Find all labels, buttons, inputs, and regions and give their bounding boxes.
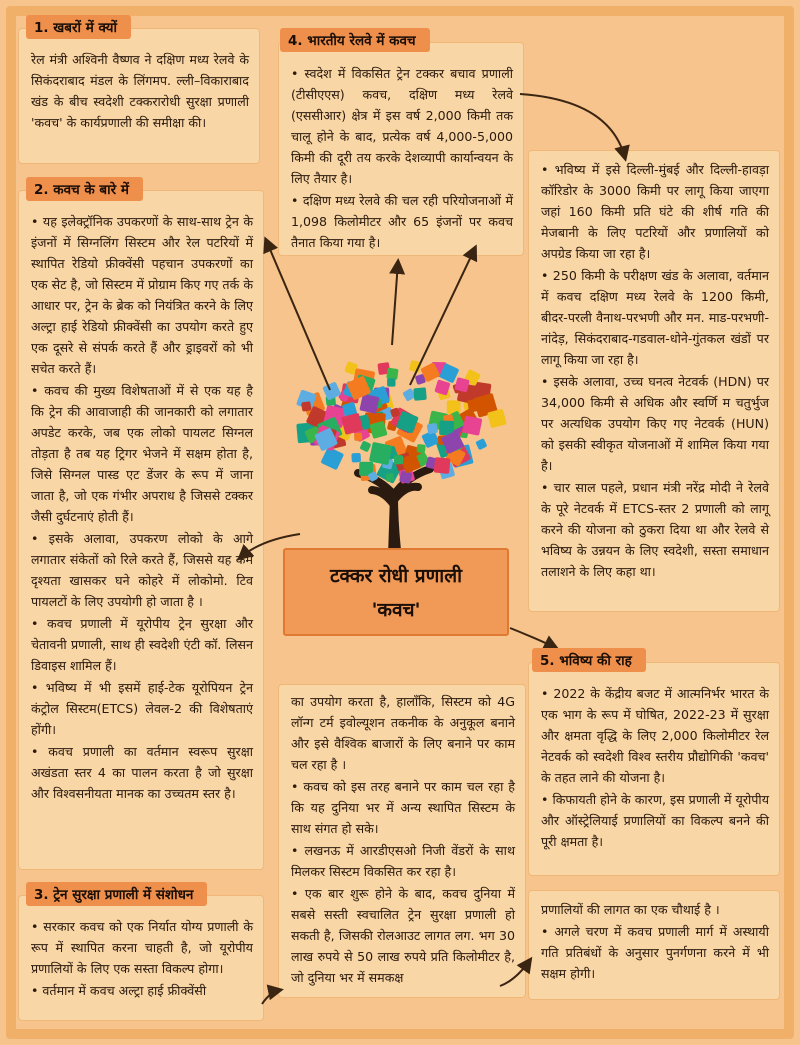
section-5-heading: 5. भविष्य की राह <box>532 648 646 672</box>
section-4-continued-para: • इसके अलावा, उच्च घनत्व नेटवर्क (HDN) पर 34,000 किमी से अधिक और स्वर्णि म चतुर्भुज पर अत्यधिक उपयोग किए गए नेटवर्क (HUN) को इसकी स्वीकृत योजनाओं में शामिल किया गया है। <box>541 374 769 473</box>
tree-illustration <box>288 345 518 560</box>
section-1-para: रेल मंत्री अश्विनी वैष्णव ने दक्षिण मध्य रेलवे के सिकंदराबाद मंडल के लिंगमप. ल्ली–विकाराबाद खंड के बीच स्वदेशी टक्करारोधी सुरक्षा प्रणाली 'कवच' के कार्यप्रणाली की समीक्षा की। <box>31 52 249 130</box>
section-4-continued-para: • चार साल पहले, प्रधान मंत्री नरेंद्र मोदी ने रेलवे के पूरे नेटवर्क में ETCS-स्तर 2 प्रणाली को लागू करने की योजना को ठुकरा दिया था और रेलवे से भविष्य के उन्नयन के लिए स्वदेशी, सस्ता समाधान तलाशने के लिए कहा था। <box>541 480 769 579</box>
section-5-para: • किफायती होने के कारण, इस प्रणाली में यूरोपीय और ऑस्ट्रेलियाई प्रणालियों का विकल्प बनने की पूरी क्षमता है। <box>541 792 769 849</box>
section-3-continued-box <box>278 684 526 998</box>
tree-leaf-tile <box>434 457 451 474</box>
tree-leaf-tile <box>409 360 422 373</box>
section-1-heading: 1. खबरों में क्यों <box>26 15 131 39</box>
section-3-continued-para: का उपयोग करता है, हालाँकि, सिस्टम को 4G लॉन्ग टर्म इवोल्यूशन तकनीक के अनुकूल बनाने और इसे वैश्विक बाजारों के लिए बनाने पर काम चल रहा है । <box>291 694 515 772</box>
tree-leaf-tile <box>447 400 461 414</box>
section-2-para: • यह इलेक्ट्रॉनिक उपकरणों के साथ-साथ ट्रेन के इंजनों में सिग्नलिंग सिस्टम और रेल पटरियों में स्थापित रेडियो फ्रीक्वेंसी पहचान उपकरणों का एक सेट है, जो सिस्टम में प्रोग्राम किए गए तर्क के आधार पर, ट्रेन के ब्रेक को नियंत्रित करने के लिए अल्ट्रा हाई रेडियो फ्रीक्वेंसी का उपयोग करते हुए एक दूसरे से संपर्क करते हैं और ड्राइवरों को भी सचेत करते हैं। <box>31 214 253 376</box>
section-5-para: • 2022 के केंद्रीय बजट में आत्मनिर्भर भारत के एक भाग के रूप में घोषित, 2022-23 में सुरक्षा और क्षमता वृद्धि के लिए 2,000 किलोमीटर रेल नेटवर्क को स्वदेशी विश्व स्तरीय प्रौद्योगिकी 'कवच' के तहत लाने की योजना है। <box>541 686 769 785</box>
center-title <box>283 548 509 636</box>
tree-leaf-tile <box>359 394 379 414</box>
tree-leaf-tile <box>462 415 482 435</box>
section-2-heading: 2. कवच के बारे में <box>26 177 143 201</box>
tree-leaf-tile <box>386 368 398 380</box>
tree-leaf-tile <box>301 401 311 411</box>
center-title-line-1: टक्कर रोधी प्रणाली <box>329 565 463 587</box>
section-3-para: • वर्तमान में कवच अल्ट्रा हाई फ्रीक्वेंसी <box>31 983 207 998</box>
section-2-box <box>18 190 264 870</box>
section-4-continued-para: • 250 किमी के परीक्षण खंड के अलावा, वर्तमान में कवच दक्षिण मध्य रेलवे के 1200 किमी, बीदर-परली वैनाथ-परभणी और मन. माड-परभणी-नांदेड़, सिकंदराबाद-गडवाल-धोने-गुंतकल खंडों पर लागू किया जा रहा है। <box>541 268 769 367</box>
section-4-continued-box <box>528 150 780 612</box>
tree-leaf-tile <box>354 433 362 441</box>
section-4-box <box>278 42 524 256</box>
tree-leaf-tile <box>385 473 394 482</box>
section-5-continued-box <box>528 890 780 1000</box>
section-4-heading: 4. भारतीय रेलवे में कवच <box>280 28 430 52</box>
tree-leaf-tile <box>387 378 395 386</box>
tree-leaf-tile <box>394 455 403 464</box>
section-3-heading: 3. ट्रेन सुरक्षा प्रणाली में संशोधन <box>26 882 207 906</box>
tree-leaf-tile <box>475 438 487 450</box>
section-5-continued-para: • अगले चरण में कवच प्रणाली मार्ग में अस्थायी गति प्रतिबंधों के अनुसार पुनर्गणना करने में भी सक्षम होगी। <box>541 924 769 981</box>
section-4-continued-para: • भविष्य में इसे दिल्ली-मुंबई और दिल्ली-हावड़ा कॉरिडोर के 3000 किमी पर लागू किया जाएगा जहां 160 किमी प्रति घंटे की शीर्ष गति की मेजबानी के लिए पटरियों और प्रणालियों को अपग्रेड किया जा रहा है। <box>541 162 769 261</box>
section-3-continued-para: • एक बार शुरू होने के बाद, कवच दुनिया में सबसे सस्ती स्वचालित ट्रेन सुरक्षा प्रणाली हो सकती है, जिसकी रोलआउट लागत लग. भग 30 लाख रुपये से 50 लाख रुपये प्रति किलोमीटर है, जो दुनिया भर में समकक्ष <box>291 886 515 985</box>
section-2-para: • कवच प्रणाली का वर्तमान स्वरूप सुरक्षा अखंडता स्तर 4 का पालन करता है जो सुरक्षा और विश्वसनीयता मानक का उच्चतम स्तर है। <box>31 744 253 801</box>
section-3-continued-para: • लखनऊ में आरडीएसओ निजी वेंडरों के साथ मिलकर सिस्टम विकसित कर रहा है। <box>291 843 515 879</box>
section-1-box <box>18 28 260 164</box>
section-3-para: • सरकार कवच को एक निर्यात योग्य प्रणाली के रूप में स्थापित करना चाहती है, जो यूरोपीय प्रणालियों के लिए एक सस्ता विकल्प होगा। <box>31 919 253 976</box>
section-2-para: • कवच प्रणाली में यूरोपीय ट्रेन सुरक्षा और चेतावनी प्रणाली, साथ ही स्वदेशी एंटी कॉ. लिसन डिवाइस शामिल हैं। <box>31 616 253 673</box>
section-5-continued-para: प्रणालियों की लागत का एक चौथाई है । <box>541 902 720 917</box>
section-4-para: • दक्षिण मध्य रेलवे की चल रही परियोजनाओं में 1,098 किलोमीटर और 65 इंजनों पर कवच तैनात किया गया है। <box>291 193 513 250</box>
tree-leaf-tile <box>322 381 341 400</box>
section-3-continued-para: • कवच को इस तरह बनाने पर काम चल रहा है कि यह दुनिया भर में अन्य स्थापित सिस्टम के साथ संगत हो सके। <box>291 779 515 836</box>
section-3-box <box>18 895 264 1021</box>
tree-leaf-tile <box>359 440 371 452</box>
tree-leaf-tile <box>369 442 392 465</box>
tree-leaf-tile <box>427 423 439 435</box>
tree-leaf-tile <box>351 453 361 463</box>
section-4-para: • स्वदेश में विकसित ट्रेन टक्कर बचाव प्रणाली (टीसीएएस) कवच, दक्षिण मध्य रेलवे (एससीआर) क्षेत्र में इस वर्ष 2,000 किमी तक चालू होने के बाद, प्रत्येक वर्ष 4,000-5,000 किमी की दूरी तय करके देशव्यापी कार्यान्वयन के लिए तैयार है। <box>291 66 513 186</box>
center-title-line-2: 'कवच' <box>371 599 421 621</box>
section-2-para: • कवच की मुख्य विशेषताओं में से एक यह है कि ट्रेन की आवाजाही की जानकारी को लगातार अपडेट करके, जब एक लोको पायलट सिग्नल तोड़ता है तब यह ट्रिगर भेजने में सक्षम होता है, जिसे सिग्नल पास्ड एट डेंजर के रूप में जाना जाता है, जो एक गंभीर अपराध है जिससे टक्कर जैसी दुर्घटनाएं होती हैं। <box>31 383 253 524</box>
section-2-para: • भविष्य में भी इसमें हाई-टेक यूरोपियन ट्रेन कंट्रोल सिस्टम(ETCS) लेवल-2 की विशेषताएं होंगी। <box>31 680 253 737</box>
section-5-box <box>528 662 780 876</box>
tree-leaf-tile <box>416 444 425 453</box>
section-2-para: • इसके अलावा, उपकरण लोको के आगे लगातार संकेतों को रिले करते हैं, जिससे यह कम दृश्यता खासकर घने कोहरे में लोकोमो. टिव पायलटों के लिए उपयोगी हो जाता है । <box>31 531 253 609</box>
tree-leaf-tile <box>413 387 427 401</box>
